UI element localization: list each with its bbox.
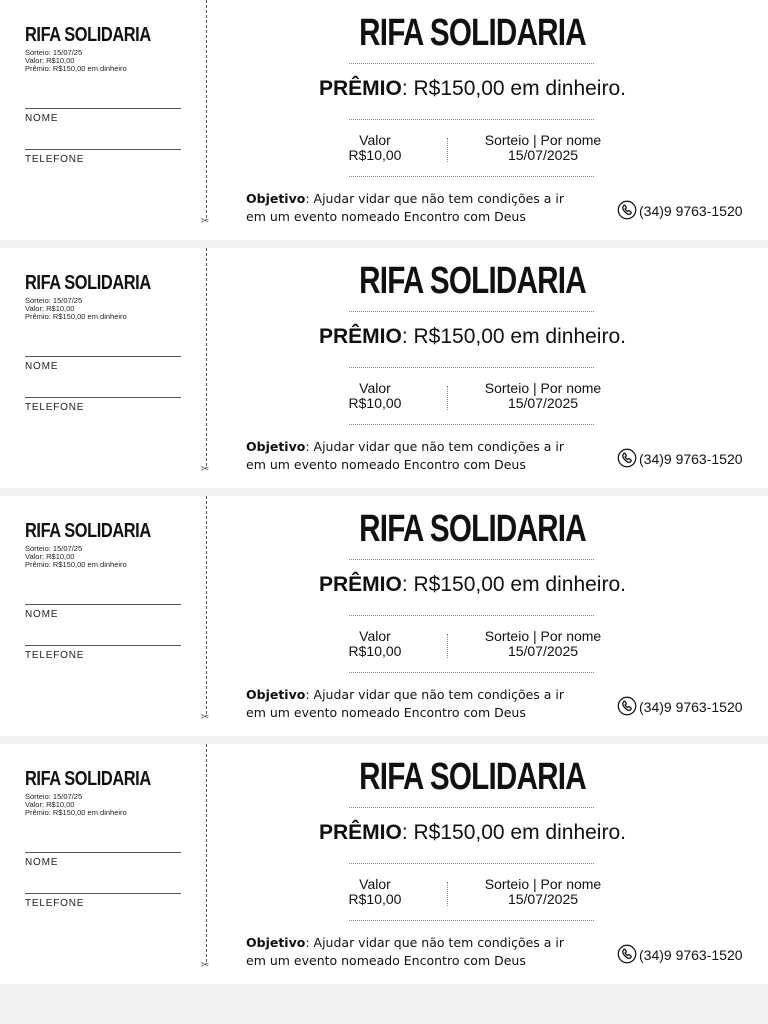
nome-line[interactable] xyxy=(25,108,181,109)
phone-icon xyxy=(617,200,637,220)
nome-line[interactable] xyxy=(25,852,181,853)
prize-label: PRÊMIO xyxy=(319,325,402,348)
prize-value: : R$150,00 em dinheiro. xyxy=(401,325,626,348)
telefone-label: TELEFONE xyxy=(25,154,85,165)
price-label: Valor xyxy=(359,132,391,148)
telefone-line[interactable] xyxy=(25,645,181,646)
ticket-stub xyxy=(0,0,205,240)
price-label: Valor xyxy=(359,628,391,644)
column-separator xyxy=(447,138,448,162)
draw-date: 15/07/2025 xyxy=(507,147,579,163)
raffle-ticket xyxy=(0,744,768,984)
price-block xyxy=(335,629,415,659)
phone-contact xyxy=(617,448,743,468)
prize-line xyxy=(290,573,655,597)
raffle-ticket xyxy=(0,0,768,240)
price-value: R$10,00 xyxy=(348,395,402,411)
scissors-icon: ✂ xyxy=(201,216,210,227)
objective-body: : Ajudar vidar que não tem condições a ir em um evento nomeado Encontro com Deus xyxy=(246,935,565,968)
nome-line[interactable] xyxy=(25,604,181,605)
ticket-title: RIFA SOLIDARIA xyxy=(359,12,586,54)
prize-line xyxy=(290,821,655,845)
phone-contact xyxy=(617,944,743,964)
objective-label: Objetivo xyxy=(246,935,306,950)
price-block xyxy=(335,133,415,163)
scissors-icon: ✂ xyxy=(201,712,210,723)
stub-sorteio: Sorteio: 15/07/25 xyxy=(25,48,83,57)
price-value: R$10,00 xyxy=(348,147,402,163)
prize-value: : R$150,00 em dinheiro. xyxy=(401,573,626,596)
nome-label: NOME xyxy=(25,609,59,620)
stub-title: RIFA SOLIDARIA xyxy=(25,24,151,46)
dotted-divider xyxy=(349,559,594,560)
stub-valor: Valor: R$10,00 xyxy=(25,800,75,809)
column-separator xyxy=(447,634,448,658)
stub-valor: Valor: R$10,00 xyxy=(25,56,75,65)
phone-number: (34)9 9763-1520 xyxy=(639,947,743,963)
price-label: Valor xyxy=(359,876,391,892)
stub-title: RIFA SOLIDARIA xyxy=(25,520,151,542)
dotted-divider xyxy=(349,424,594,425)
dotted-divider xyxy=(349,615,594,616)
draw-label: Sorteio | Por nome xyxy=(484,876,602,892)
objective-label: Objetivo xyxy=(246,191,306,206)
stub-title: RIFA SOLIDARIA xyxy=(25,272,151,294)
prize-line xyxy=(290,77,655,101)
phone-icon xyxy=(617,944,637,964)
objective-text xyxy=(246,934,576,970)
stub-title: RIFA SOLIDARIA xyxy=(25,768,151,790)
prize-value: : R$150,00 em dinheiro. xyxy=(401,77,626,100)
phone-icon xyxy=(617,448,637,468)
objective-text xyxy=(246,190,576,226)
objective-text xyxy=(246,438,576,474)
stub-details xyxy=(25,297,127,321)
dotted-divider xyxy=(349,119,594,120)
draw-date: 15/07/2025 xyxy=(507,395,579,411)
phone-number: (34)9 9763-1520 xyxy=(639,451,743,467)
ticket-title: RIFA SOLIDARIA xyxy=(359,756,586,798)
phone-contact xyxy=(617,200,743,220)
objective-label: Objetivo xyxy=(246,439,306,454)
telefone-label: TELEFONE xyxy=(25,898,85,909)
price-block xyxy=(335,381,415,411)
objective-body: : Ajudar vidar que não tem condições a ir em um evento nomeado Encontro com Deus xyxy=(246,687,565,720)
telefone-label: TELEFONE xyxy=(25,650,85,661)
stub-premio: Prêmio: R$150,00 em dinheiro xyxy=(25,560,127,569)
objective-body: : Ajudar vidar que não tem condições a ir em um evento nomeado Encontro com Deus xyxy=(246,439,565,472)
objective-body: : Ajudar vidar que não tem condições a ir em um evento nomeado Encontro com Deus xyxy=(246,191,565,224)
draw-date: 15/07/2025 xyxy=(507,891,579,907)
stub-details xyxy=(25,49,127,73)
scissors-icon: ✂ xyxy=(201,464,210,475)
cut-line xyxy=(206,0,207,218)
cut-line xyxy=(206,496,207,714)
phone-number: (34)9 9763-1520 xyxy=(639,203,743,219)
stub-premio: Prêmio: R$150,00 em dinheiro xyxy=(25,312,127,321)
telefone-line[interactable] xyxy=(25,149,181,150)
objective-text xyxy=(246,686,576,722)
dotted-divider xyxy=(349,367,594,368)
cut-line xyxy=(206,248,207,466)
draw-block xyxy=(473,629,613,659)
price-block xyxy=(335,877,415,907)
nome-label: NOME xyxy=(25,857,59,868)
price-value: R$10,00 xyxy=(348,891,402,907)
dotted-divider xyxy=(349,807,594,808)
stub-details xyxy=(25,793,127,817)
telefone-line[interactable] xyxy=(25,397,181,398)
cut-line xyxy=(206,744,207,962)
phone-number: (34)9 9763-1520 xyxy=(639,699,743,715)
draw-date: 15/07/2025 xyxy=(507,643,579,659)
price-label: Valor xyxy=(359,380,391,396)
nome-label: NOME xyxy=(25,361,59,372)
dotted-divider xyxy=(349,176,594,177)
raffle-ticket xyxy=(0,496,768,736)
objective-label: Objetivo xyxy=(246,687,306,702)
phone-icon xyxy=(617,696,637,716)
dotted-divider xyxy=(349,672,594,673)
draw-label: Sorteio | Por nome xyxy=(484,628,602,644)
column-separator xyxy=(447,882,448,906)
price-value: R$10,00 xyxy=(348,643,402,659)
ticket-stub xyxy=(0,248,205,488)
scissors-icon: ✂ xyxy=(201,960,210,971)
nome-label: NOME xyxy=(25,113,59,124)
telefone-line[interactable] xyxy=(25,893,181,894)
prize-label: PRÊMIO xyxy=(319,573,402,596)
draw-label: Sorteio | Por nome xyxy=(484,380,602,396)
dotted-divider xyxy=(349,920,594,921)
draw-block xyxy=(473,381,613,411)
column-separator xyxy=(447,386,448,410)
dotted-divider xyxy=(349,863,594,864)
stub-sorteio: Sorteio: 15/07/25 xyxy=(25,544,83,553)
draw-block xyxy=(473,877,613,907)
dotted-divider xyxy=(349,311,594,312)
dotted-divider xyxy=(349,63,594,64)
stub-details xyxy=(25,545,127,569)
prize-value: : R$150,00 em dinheiro. xyxy=(401,821,626,844)
prize-label: PRÊMIO xyxy=(319,821,402,844)
prize-line xyxy=(290,325,655,349)
ticket-title: RIFA SOLIDARIA xyxy=(359,508,586,550)
ticket-title: RIFA SOLIDARIA xyxy=(359,260,586,302)
ticket-stub xyxy=(0,744,205,984)
raffle-ticket xyxy=(0,248,768,488)
draw-label: Sorteio | Por nome xyxy=(484,132,602,148)
stub-sorteio: Sorteio: 15/07/25 xyxy=(25,296,83,305)
prize-label: PRÊMIO xyxy=(319,77,402,100)
stub-premio: Prêmio: R$150,00 em dinheiro xyxy=(25,64,127,73)
stub-valor: Valor: R$10,00 xyxy=(25,304,75,313)
phone-contact xyxy=(617,696,743,716)
stub-valor: Valor: R$10,00 xyxy=(25,552,75,561)
stub-sorteio: Sorteio: 15/07/25 xyxy=(25,792,83,801)
ticket-stub xyxy=(0,496,205,736)
nome-line[interactable] xyxy=(25,356,181,357)
telefone-label: TELEFONE xyxy=(25,402,85,413)
draw-block xyxy=(473,133,613,163)
stub-premio: Prêmio: R$150,00 em dinheiro xyxy=(25,808,127,817)
